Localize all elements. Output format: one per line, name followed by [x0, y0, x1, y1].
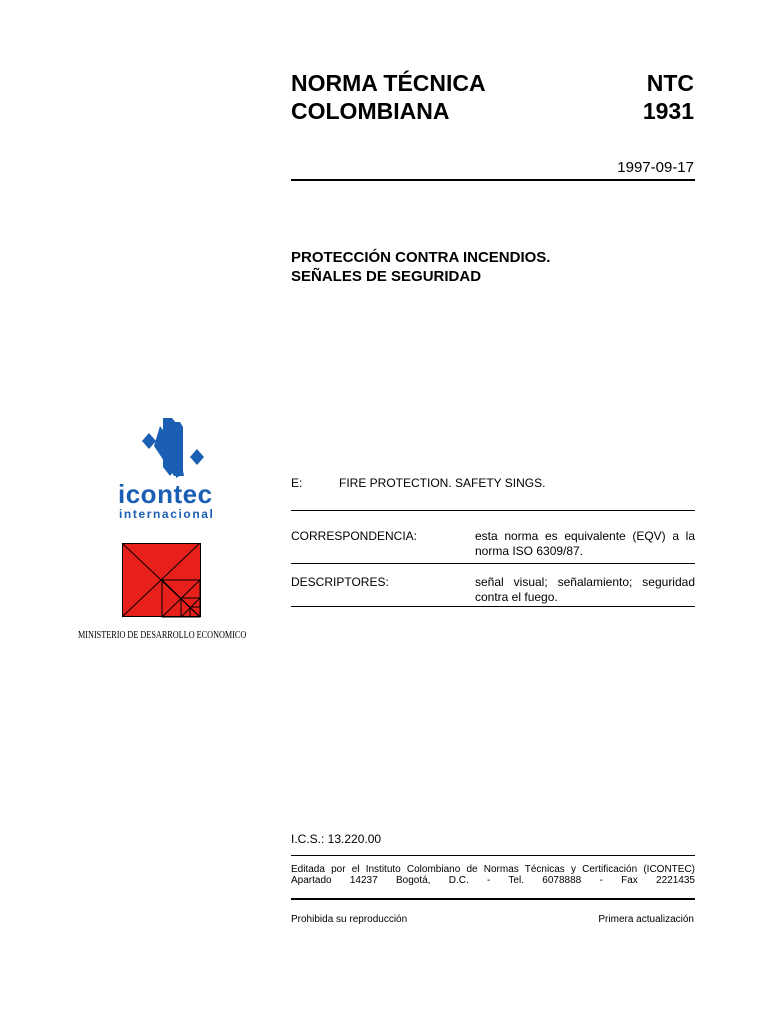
- ics-code: I.C.S.: 13.220.00: [291, 832, 382, 846]
- icontec-emblem-icon: [136, 416, 210, 482]
- icontec-logo: [116, 412, 231, 522]
- publisher-rule: [291, 898, 695, 900]
- publication-date: 1997-09-17: [617, 159, 694, 176]
- icontec-subtitle: internacional: [119, 507, 215, 521]
- standard-code: [643, 69, 694, 125]
- code-line-2: 1931: [642, 98, 694, 124]
- correspondencia-value: [475, 529, 695, 559]
- subject-line-2: SEÑALES DE SEGURIDAD: [291, 268, 482, 285]
- edition-notice: Primera actualización: [598, 914, 694, 925]
- reproduction-notice: Prohibida su reproducción: [291, 914, 408, 925]
- code-line-1: NTC: [646, 70, 694, 96]
- publisher-line-1: Editada por el Instituto Colombiano de Normas Técnicas y Certificación (ICONTEC): [291, 864, 695, 875]
- descriptores-line-1: señal visual; señalamiento; seguridad: [475, 575, 695, 589]
- ministry-logo-icon: [122, 543, 202, 618]
- publisher-info: [291, 864, 695, 886]
- publisher-line-2: Apartado 14237 Bogotá, D.C. - Tel. 6078888 - Fax 2221435: [291, 875, 695, 886]
- descriptores-value: [475, 575, 695, 605]
- descriptores-label: DESCRIPTORES:: [291, 575, 389, 589]
- ministry-name: MINISTERIO DE DESARROLLO ECONOMICO: [78, 630, 247, 641]
- descriptores-rule: [291, 606, 695, 607]
- icontec-wordmark: icontec: [118, 479, 213, 509]
- correspondencia-line-2: norma ISO 6309/87.: [475, 544, 584, 558]
- subject-title: [291, 248, 550, 286]
- english-title-value: FIRE PROTECTION. SAFETY SINGS.: [339, 476, 546, 490]
- title-line-1: NORMA TÉCNICA: [291, 70, 486, 96]
- ics-rule: [291, 855, 695, 856]
- correspondencia-line-1: esta norma es equivalente (EQV) a la: [475, 529, 695, 543]
- subject-line-1: PROTECCIÓN CONTRA INCENDIOS.: [291, 249, 551, 266]
- english-title-label: E:: [291, 476, 303, 490]
- standard-title: [291, 69, 486, 125]
- correspondencia-label: CORRESPONDENCIA:: [291, 529, 418, 543]
- descriptores-line-2: contra el fuego.: [475, 590, 558, 604]
- english-rule: [291, 510, 695, 511]
- title-line-2: COLOMBIANA: [291, 98, 450, 124]
- correspondencia-rule: [291, 563, 695, 564]
- header-rule: [291, 179, 695, 181]
